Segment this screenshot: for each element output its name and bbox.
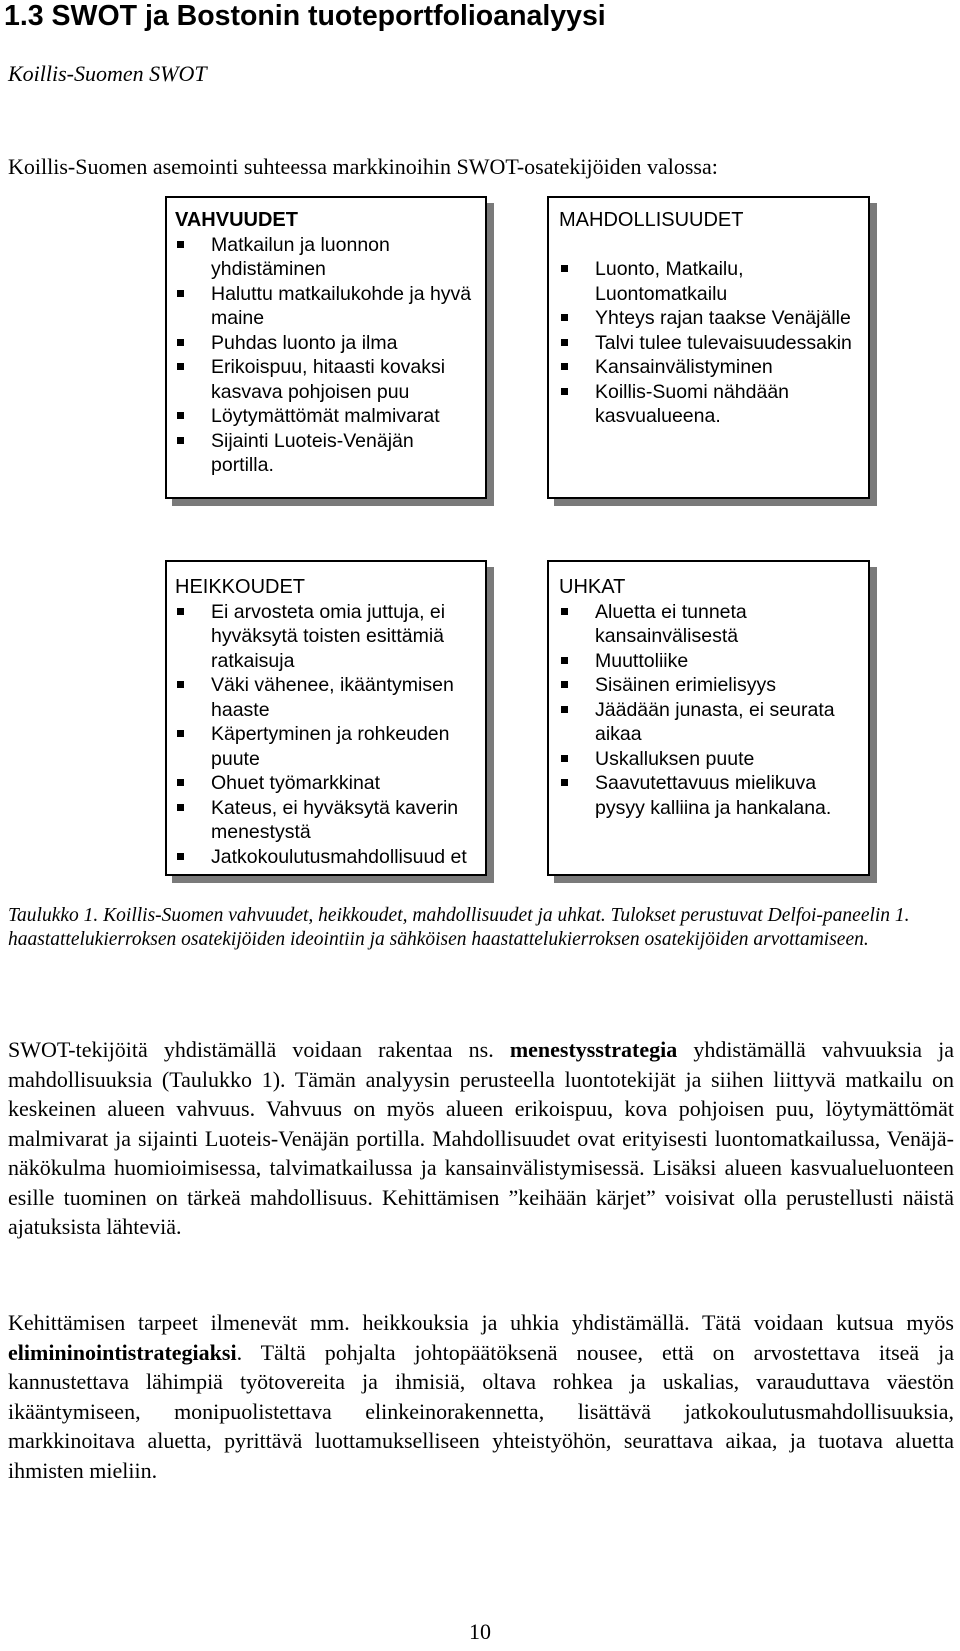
list-item: Ei arvosteta omia juttuja, ei hyväksytä toisten esittämiä ratkaisuja (175, 600, 475, 674)
bullet-square-icon (177, 412, 184, 419)
bullet-square-icon (561, 681, 568, 688)
swot-strengths-box (165, 196, 487, 499)
subheading: Koillis-Suomen SWOT (8, 61, 207, 86)
paragraph-success-strategy: SWOT-tekijöitä yhdistämällä voidaan rakentaa ns. menestysstrategia yhdistämällä vahvuuksia ja mahdollisuuksia (Taulukko 1). Tämän analyysin perusteella luontotekijät ja siihen liittyvä matkailu on keskeinen alueen vahvuus. Vahvuus on myös alueen erikoispuu, kova pohjoisen puu, löytymättömät malmivarat ja sijainti Luoteis-Venäjän portilla. Mahdollisuudet ovat erityisesti luontomatkailussa, Venäjä-näkökulma huomioimisessa, talvimatkailussa ja kansainvälistymisessä. Lisäksi alueen kasvualueluonteen esille tuominen on tärkeä mahdollisuus. Kehittämisen ”keihään kärjet” voisivat olla perustellusti näistä ajatuksista lähteviä. (8, 1037, 954, 1239)
bullet-square-icon (561, 388, 568, 395)
list-item: Käpertyminen ja rohkeuden puute (175, 722, 475, 771)
list-item: Matkailun ja luonnon yhdistäminen (175, 233, 475, 282)
opportunities-title: MAHDOLLISUUDET (559, 209, 744, 231)
list-item: Väki vähenee, ikääntymisen haaste (175, 673, 475, 722)
list-item: Luonto, Matkailu, Luontomatkailu (559, 257, 858, 306)
intro-text: Koillis-Suomen asemointi suhteessa markkinoihin SWOT-osatekijöiden valossa: (8, 154, 718, 179)
list-item: Sijainti Luoteis-Venäjän portilla. (175, 429, 475, 478)
bullet-square-icon (561, 265, 568, 272)
page-number: 10 (469, 1619, 491, 1644)
bullet-square-icon (177, 608, 184, 615)
list-item: Saavutettavuus mielikuva pysyy kalliina ja hankalana. (559, 771, 858, 820)
bullet-square-icon (561, 314, 568, 321)
strengths-title: VAHVUUDET (175, 209, 298, 231)
list-item: Sisäinen erimielisyys (559, 673, 858, 698)
bullet-square-icon (177, 804, 184, 811)
bold-term: menestysstrategia (509, 1037, 678, 1062)
threats-list (559, 600, 858, 821)
bullet-square-icon (561, 755, 568, 762)
weaknesses-title: HEIKKOUDET (175, 576, 306, 598)
list-item: Puhdas luonto ja ilma (175, 331, 475, 356)
list-item: Erikoispuu, hitaasti kovaksi kasvava pohjoisen puu (175, 355, 475, 404)
bullet-square-icon (177, 241, 184, 248)
bullet-square-icon (561, 706, 568, 713)
swot-threats-box (547, 560, 870, 876)
list-item: Talvi tulee tulevaisuudessakin (559, 331, 858, 356)
threats-title: UHKAT (559, 576, 626, 598)
paragraph-elimination-strategy: Kehittämisen tarpeet ilmenevät mm. heikkouksia ja uhkia yhdistämällä. Tätä voidaan kutsua myös elimininointistrategiaksi. Tältä pohjalta johtopäätöksenä nousee, että on arvostettava itseä ja kannustettava lähimpiä työtovereita ja ihmisiä, oltava rohkea ja uskalias, varauduttava väestön ikääntymiseen, monipuolistettava elinkeinorakennetta, lisättävä jatkokoulutusmahdollisuuksia, markkinoitava aluetta, pyrittävä luottamukselliseen yhteistyöhön, seurattava aikaa, ja tuotava aluetta ihmisten mieliin. (8, 1310, 954, 1483)
strengths-list (175, 233, 475, 478)
bullet-square-icon (561, 339, 568, 346)
list-item: Yhteys rajan taakse Venäjälle (559, 306, 858, 331)
bullet-square-icon (177, 437, 184, 444)
bold-term: elimininointistrategiaksi (8, 1339, 237, 1365)
list-item: Jäädään junasta, ei seurata aikaa (559, 698, 858, 747)
bullet-square-icon (177, 779, 184, 786)
bullet-square-icon (177, 290, 184, 297)
list-item: Löytymättömät malmivarat (175, 404, 475, 429)
table-caption: Taulukko 1. Koillis-Suomen vahvuudet, heikkoudet, mahdollisuudet ja uhkat. Tulokset perustuvat Delfoi-paneelin 1. haastattelukierroksen osatekijöiden ideointiin ja sähköisen haastattelukierroksen osatekijöiden arvottamiseen. (8, 905, 910, 950)
section-heading: 1.3 SWOT ja Bostonin tuoteportfolioanalyysi (4, 0, 606, 32)
list-item: Uskalluksen puute (559, 747, 858, 772)
swot-weaknesses-box (165, 560, 487, 876)
list-item: Muuttoliike (559, 649, 858, 674)
bullet-square-icon (177, 681, 184, 688)
bullet-square-icon (177, 339, 184, 346)
list-item: Haluttu matkailukohde ja hyvä maine (175, 282, 475, 331)
bullet-square-icon (561, 608, 568, 615)
list-item: Jatkokoulutusmahdollisuud et (175, 845, 475, 870)
weaknesses-list (175, 600, 475, 870)
list-item: Ohuet työmarkkinat (175, 771, 475, 796)
list-item: Kateus, ei hyväksytä kaverin menestystä (175, 796, 475, 845)
list-item: Koillis-Suomi nähdään kasvualueena. (559, 380, 858, 429)
bullet-square-icon (561, 363, 568, 370)
bullet-square-icon (177, 853, 184, 860)
bullet-square-icon (561, 779, 568, 786)
opportunities-list (559, 257, 858, 429)
list-item: Aluetta ei tunneta kansainvälisestä (559, 600, 858, 649)
bullet-square-icon (561, 657, 568, 664)
list-item: Kansainvälistyminen (559, 355, 858, 380)
bullet-square-icon (177, 363, 184, 370)
swot-opportunities-box (547, 196, 870, 499)
bullet-square-icon (177, 730, 184, 737)
